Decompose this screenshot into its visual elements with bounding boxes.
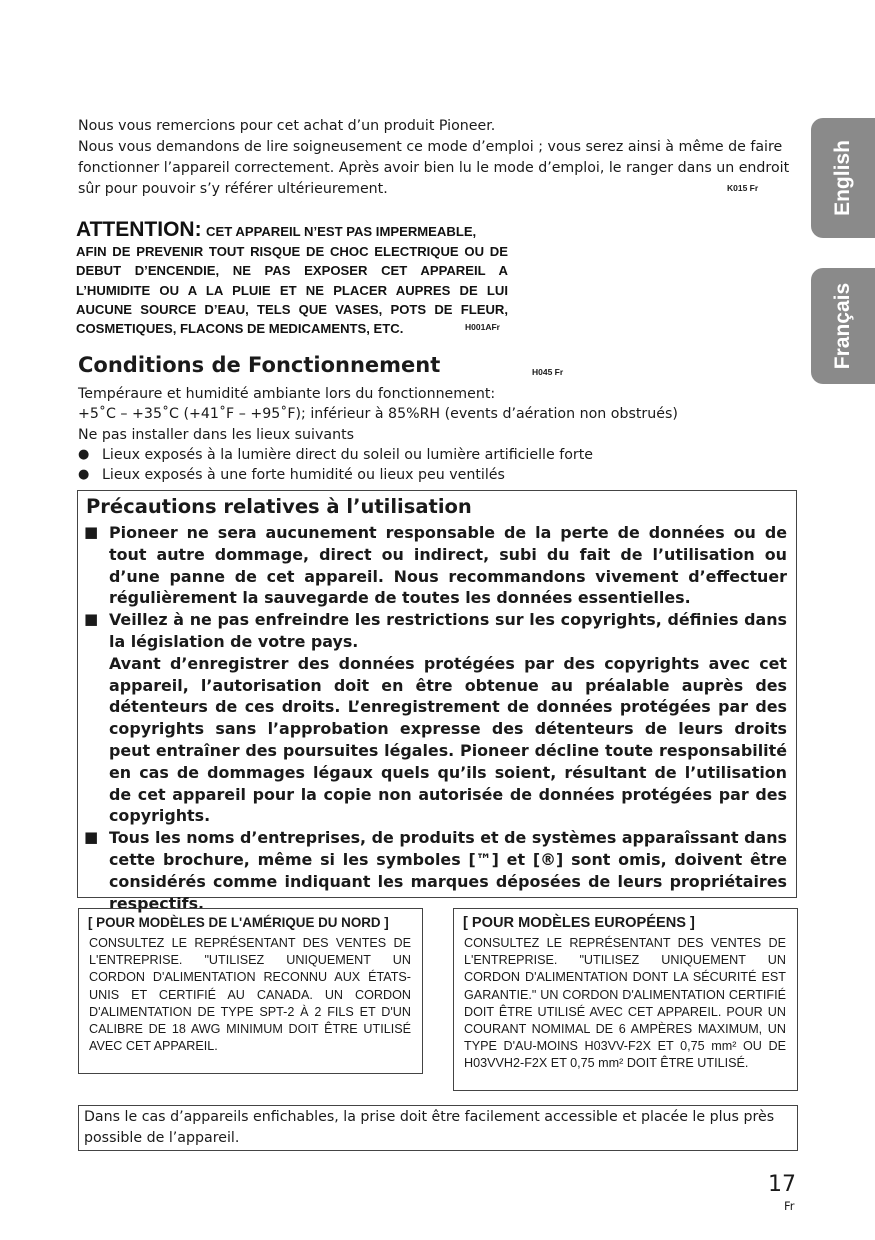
bullet-icon: ● (78, 446, 90, 462)
language-tab-english (811, 118, 875, 238)
plug-note: Dans le cas d’appareils enfichables, la prise doit être facilement accessible et placée le plus près possible de l’appareil. (84, 1109, 775, 1146)
language-tab-francais (811, 268, 875, 384)
list-item (78, 445, 798, 465)
list-item (84, 827, 787, 914)
attention-body: AFIN DE PREVENIR TOUT RISQUE DE CHOC ELECTRIQUE OU DE DEBUT D’ENCENDIE, NE PAS EXPOSER CET APPAREIL A L’HUMIDITE OU A LA PLUIE ET NE PLACER AUPRES DE LUI AUCUNE SOURCE D’EAU, TELS QUE VASES, POTS DE FLEUR, COSMETIQUES, FLACONS DE MEDICAMENTS, ETC. (76, 244, 508, 337)
attention-label: ATTENTION: (76, 218, 202, 241)
language-tab-francais-label: Français (831, 282, 854, 370)
conditions-bullet-1: Lieux exposés à la lumière direct du soleil ou lumière artificielle forte (102, 446, 594, 463)
precaution-item-2a: Veillez à ne pas enfreindre les restrictions sur les copyrights, définies dans la législation de votre pays. (109, 610, 787, 651)
north-america-title: [ POUR MODÈLES DE L'AMÉRIQUE DU NORD ] (88, 915, 389, 930)
conditions-line-2: +5˚C – +35˚C (+41˚F – +95˚F); inférieur à 85%RH (events d’aération non obstrués) (78, 406, 678, 423)
intro-code: K015 Fr (727, 183, 759, 193)
list-item (78, 465, 798, 485)
conditions-body (78, 384, 798, 485)
europe-title: [ POUR MODÈLES EUROPÉENS ] (463, 915, 695, 931)
precautions-title: Précautions relatives à l’utilisation (86, 495, 472, 518)
square-bullet-icon: ■ (84, 610, 99, 629)
attention-first-line: CET APPAREIL N’EST PAS IMPERMEABLE, (206, 224, 477, 239)
page-language: Fr (784, 1199, 795, 1213)
bullet-icon: ● (78, 467, 90, 483)
square-bullet-icon: ■ (84, 523, 99, 541)
intro-line-2-text: Nous vous demandons de lire soigneusement ce mode d’emploi ; vous serez ainsi à même de faire fonctionner l’appareil correctement. Après avoir bien lu le mode d’emploi, le ranger dans un endroit sûr pour pouvoir s’y référer ultérieurement. (78, 139, 790, 197)
square-bullet-icon: ■ (84, 828, 99, 847)
list-item (84, 522, 787, 609)
conditions-line-1: Tempéraure et humidité ambiante lors du fonctionnement: (78, 386, 496, 402)
precaution-item-2b: Avant d’enregistrer des données protégées par des copyrights avec cet appareil, l’autorisation doit en être obtenue au préalable auprès des détenteurs de ces droits. L’enregistrement de données protégées par des copyrights sans l’approbation expresse des détenteurs de leurs droits peut entraîner des poursuites légales. Pioneer décline toute responsabilité en cas de dommages légaux quels qu’ils soient, résultant de l’utilisation de cet appareil pour la copie non autorisée de données protégées par des copyrights. (109, 653, 787, 826)
precaution-item-3: Tous les noms d’entreprises, de produits et de systèmes apparaîssant dans cette brochure, même si les symboles [™] et [®] sont omis, doivent être considérés comme indiquant les marques déposées de leurs propriétaires respectifs. (109, 828, 787, 913)
attention-code: H001AFr (465, 322, 500, 332)
intro-line-2 (78, 137, 800, 200)
language-tab-english-label: English (831, 140, 854, 216)
europe-body: CONSULTEZ LE REPRÉSENTANT DES VENTES DE L'ENTREPRISE. "UTILISEZ UNIQUEMENT UN CORDON D'ALIMENTATION DONT LA SÉCURITÉ EST GARANTIE." UN CORDON D'ALIMENTATION CERTIFIÉ DOIT ÊTRE UTILISÉ AVEC CET APPAREIL. POUR UN COURANT NOMIMAL DE 6 AMPÈRES MAXIMUM, UN TYPE D'AU-MOINS H03VV-F2X ET 0,75 mm² OU DE H03VVH2-F2X ET 0,75 mm² DOIT ÊTRE UTILISÉ. (464, 936, 786, 1071)
intro-paragraph (78, 116, 800, 200)
conditions-title: Conditions de Fonctionnement (78, 353, 441, 377)
conditions-bullet-2: Lieux exposés à une forte humidité ou lieux peu ventilés (102, 467, 505, 484)
conditions-line-3: Ne pas installer dans les lieux suivants (78, 426, 355, 443)
list-item (84, 609, 787, 827)
precautions-list (84, 522, 787, 914)
north-america-body: CONSULTEZ LE REPRÉSENTANT DES VENTES DE L'ENTREPRISE. "UTILISEZ UNIQUEMENT UN CORDON D'ALIMENTATION RECONNU AUX ÉTATS-UNIS ET CERTIFIÉ AU CANADA. UN CORDON D'ALIMENTATION DE TYPE SPT-2 À 2 FILS ET D'UN CALIBRE DE 18 AWG MINIMUM DOIT ÊTRE UTILISÉ AVEC CET APPAREIL. (89, 936, 411, 1054)
intro-line-1: Nous vous remercions pour cet achat d’un produit Pioneer. (78, 118, 496, 134)
attention-warning (76, 218, 508, 338)
precaution-item-1: Pioneer ne sera aucunement responsable de la perte de données ou de tout autre dommage, direct ou indirect, subi du fait de l’utilisation ou d’une panne de cet appareil. Nous recommandons vivement d’effectuer régulièrement la sauvegarde de toutes les données essentielles. (109, 523, 787, 608)
page-number: 17 (768, 1172, 796, 1197)
conditions-code: H045 Fr (532, 367, 564, 377)
